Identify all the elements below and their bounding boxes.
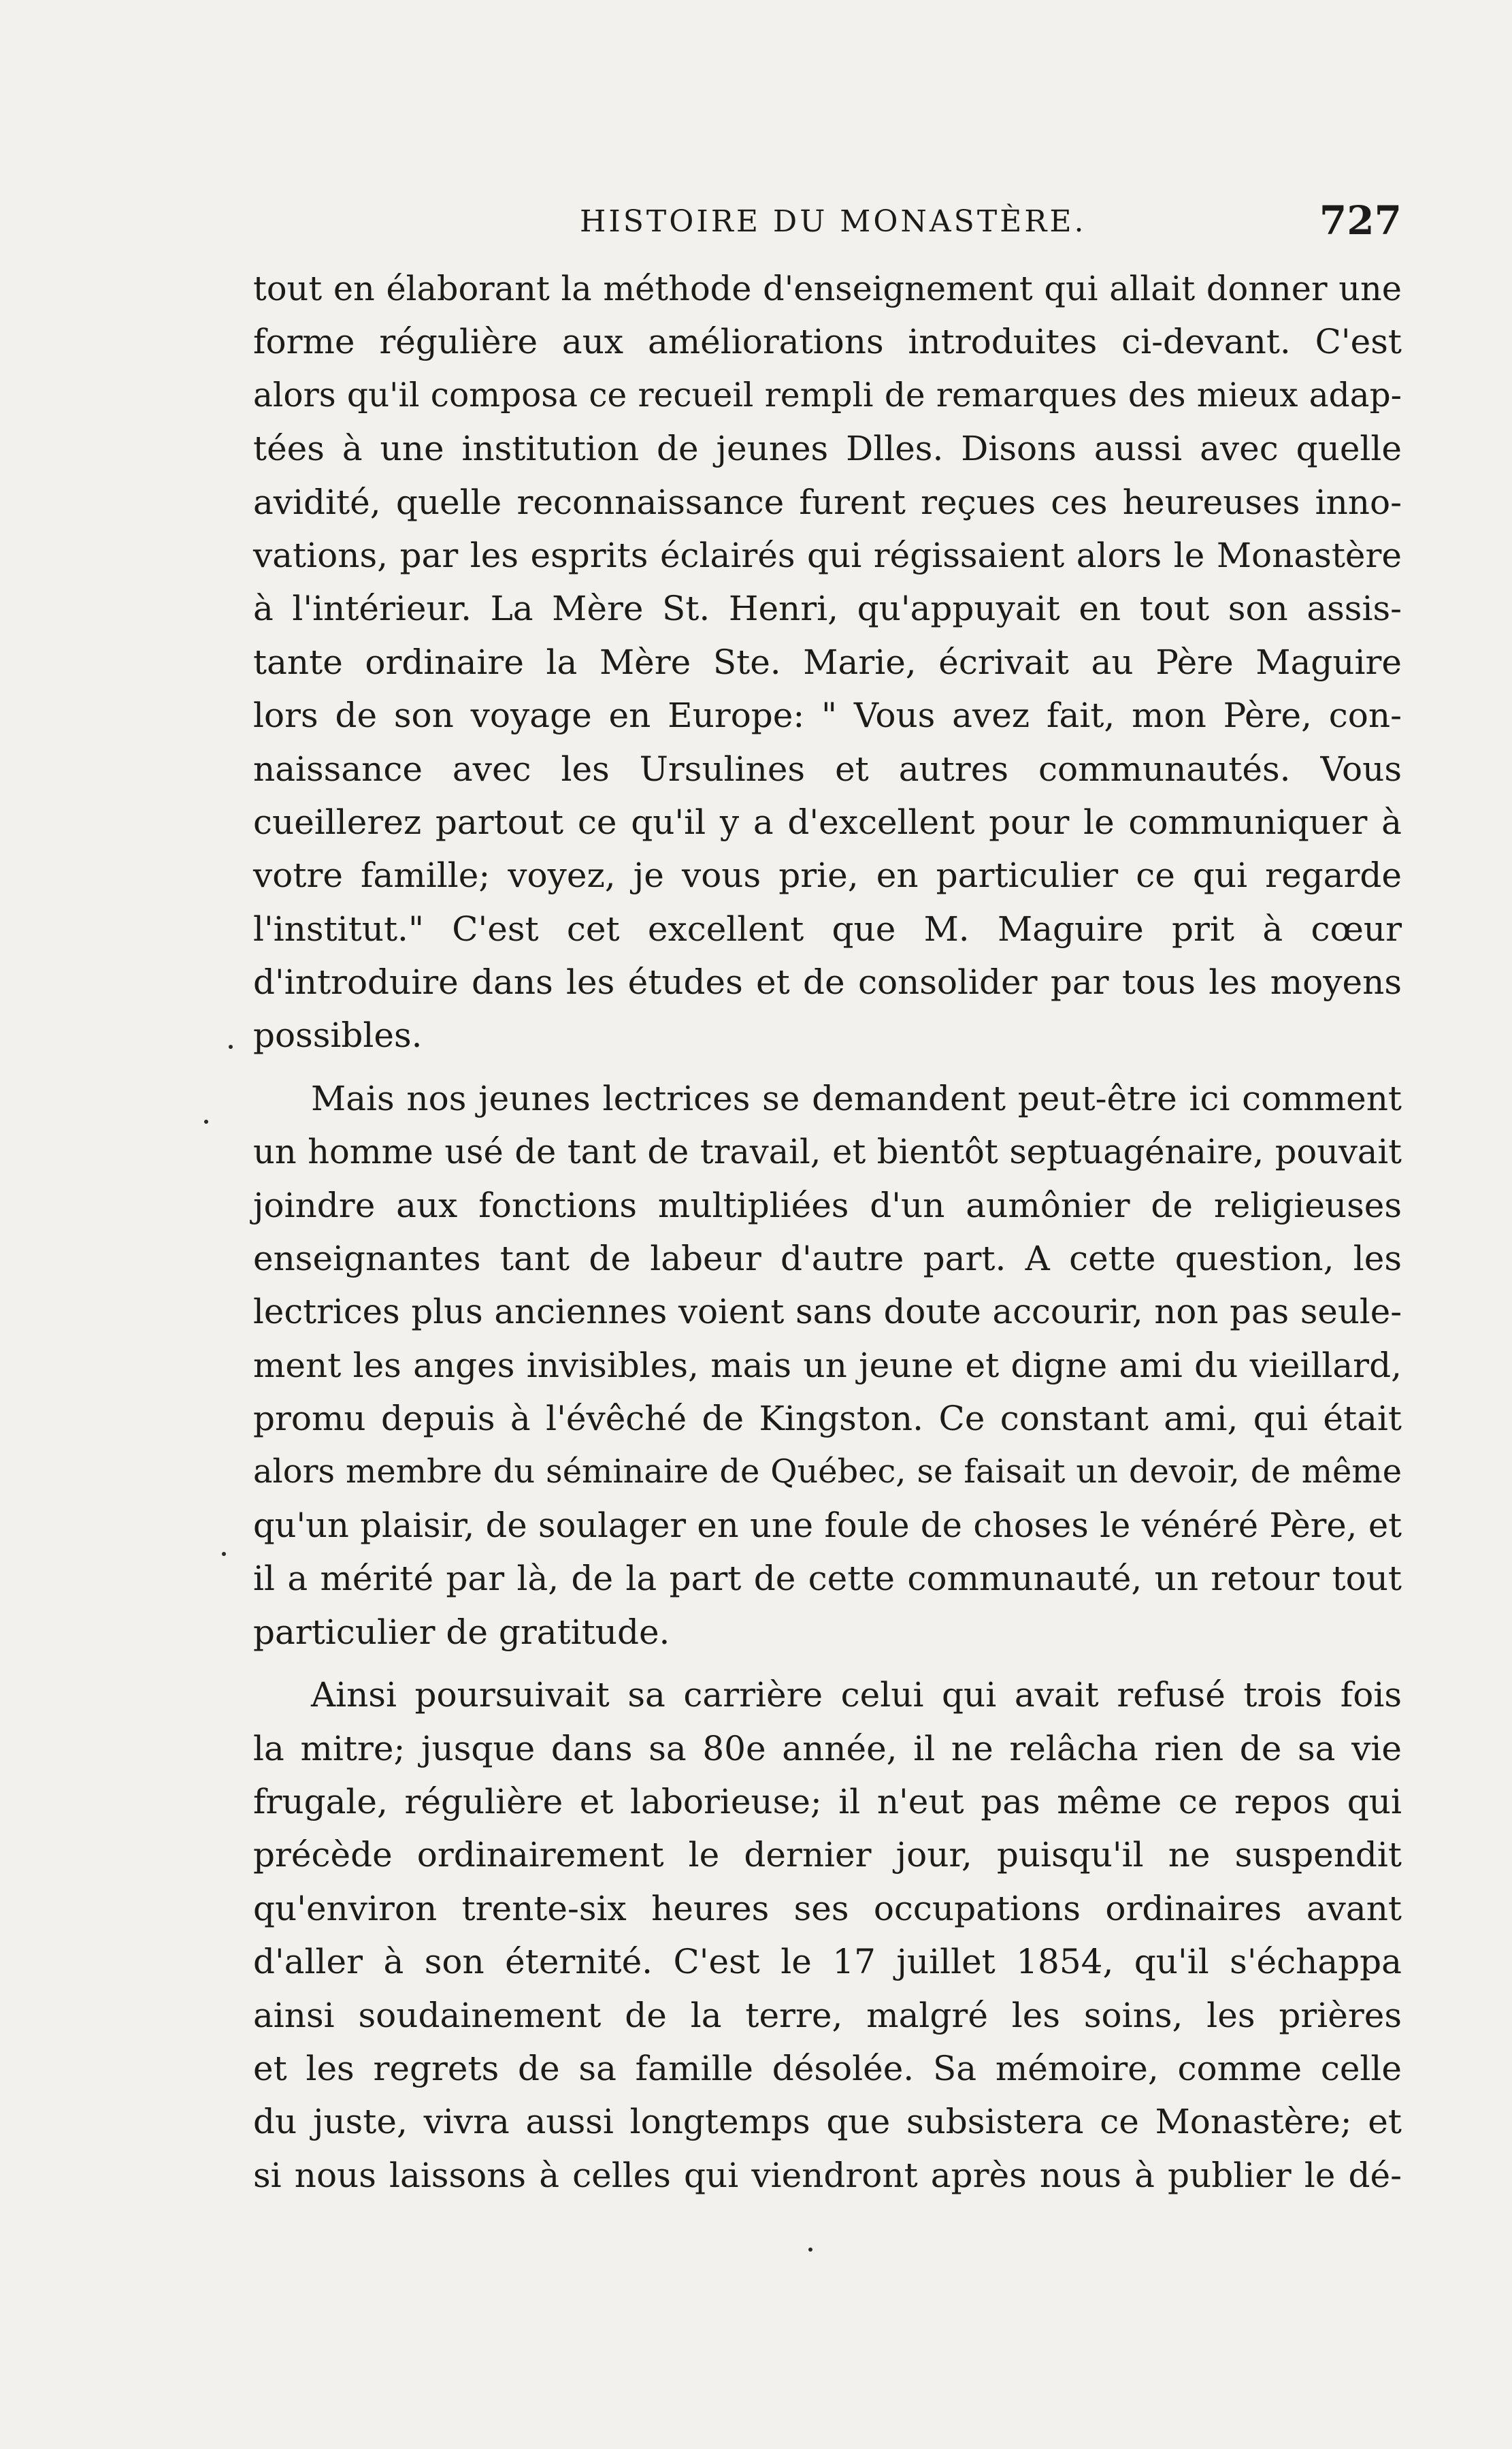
text-line: d'introduire dans les études et de consolider par tous les moyens: [253, 962, 1402, 1003]
text-line: il a mérité par là, de la part de cette communauté, un retour tout: [253, 1559, 1402, 1599]
text-line: lectrices plus anciennes voient sans doute accourir, non pas seule-: [253, 1292, 1402, 1332]
running-title: HISTOIRE DU MONASTÈRE.: [580, 204, 1087, 239]
text-line: qu'un plaisir, de soulager en une foule de choses le vénéré Père, et: [253, 1505, 1402, 1545]
text-line: du juste, vivra aussi longtemps que subsistera ce Monastère; et: [253, 2102, 1402, 2142]
text-line: précède ordinairement le dernier jour, puisqu'il ne suspendit: [253, 1835, 1402, 1875]
paragraph-2: [253, 1072, 1402, 1659]
paragraph-gap: [253, 1063, 1402, 1072]
text-line: qu'environ trente-six heures ses occupations ordinaires avant: [253, 1888, 1402, 1928]
text-line: joindre aux fonctions multipliées d'un aumônier de religieuses: [253, 1185, 1402, 1225]
text-line: tées à une institution de jeunes Dlles. Disons aussi avec quelle: [253, 429, 1402, 469]
text-line: vations, par les esprits éclairés qui régissaient alors le Monastère: [253, 535, 1402, 575]
paragraph-1: [253, 262, 1402, 1063]
text-line: cueillerez partout ce qu'il y a d'excellent pour le communiquer à: [253, 802, 1402, 842]
text-line: naissance avec les Ursulines et autres communautés. Vous: [253, 749, 1402, 789]
text-line: alors qu'il composa ce recueil rempli de remarques des mieux adap-: [253, 376, 1402, 415]
text-line: avidité, quelle reconnaissance furent reçues ces heureuses inno-: [253, 482, 1402, 522]
text-line: enseignantes tant de labeur d'autre part. A cette question, les: [253, 1239, 1402, 1279]
text-line: l'institut." C'est cet excellent que M. Maguire prit à cœur: [253, 909, 1402, 949]
text-line: forme régulière aux améliorations introduites ci-devant. C'est: [253, 322, 1402, 362]
paragraph-3: [253, 1668, 1402, 2202]
text-line: et les regrets de sa famille désolée. Sa mémoire, comme celle: [253, 2048, 1402, 2088]
text-line: alors membre du séminaire de Québec, se faisait un devoir, de même: [253, 1453, 1402, 1491]
body-text: [253, 262, 1402, 2202]
text-line: ainsi soudainement de la terre, malgré les soins, les prières: [253, 1995, 1402, 2035]
page-number: 727: [1319, 197, 1402, 244]
text-line: lors de son voyage en Europe: " Vous avez fait, mon Père, con-: [253, 696, 1402, 736]
margin-speck: [808, 2248, 812, 2252]
text-line: frugale, régulière et laborieuse; il n'eut pas même ce repos qui: [253, 1781, 1402, 1821]
margin-speck: [222, 1552, 226, 1556]
text-line: d'aller à son éternité. C'est le 17 juillet 1854, qu'il s'échappa: [253, 1942, 1402, 1982]
text-line: tante ordinaire la Mère Ste. Marie, écrivait au Père Maguire: [253, 642, 1402, 682]
text-line: Ainsi poursuivait sa carrière celui qui avait refusé trois fois: [311, 1675, 1402, 1715]
text-line: particulier de gratitude.: [253, 1612, 670, 1652]
running-head: [253, 197, 1402, 245]
text-line: tout en élaborant la méthode d'enseignement qui allait donner une: [253, 269, 1402, 308]
text-line: la mitre; jusque dans sa 80e année, il ne relâcha rien de sa vie: [253, 1728, 1402, 1768]
margin-speck: [229, 1045, 233, 1049]
text-line: promu depuis à l'évêché de Kingston. Ce constant ami, qui était: [253, 1399, 1402, 1439]
text-line: à l'intérieur. La Mère St. Henri, qu'appuyait en tout son assis-: [253, 589, 1402, 629]
text-line: un homme usé de tant de travail, et bientôt septuagénaire, pouvait: [253, 1132, 1402, 1172]
text-line: votre famille; voyez, je vous prie, en particulier ce qui regarde: [253, 856, 1402, 896]
paragraph-gap: [253, 1659, 1402, 1668]
text-line: possibles.: [253, 1016, 423, 1056]
text-line: ment les anges invisibles, mais un jeune et digne ami du vieillard,: [253, 1345, 1402, 1385]
text-line: si nous laissons à celles qui viendront après nous à publier le dé-: [253, 2155, 1402, 2195]
text-line: Mais nos jeunes lectrices se demandent peut-être ici comment: [311, 1078, 1402, 1118]
margin-speck: [204, 1120, 208, 1124]
